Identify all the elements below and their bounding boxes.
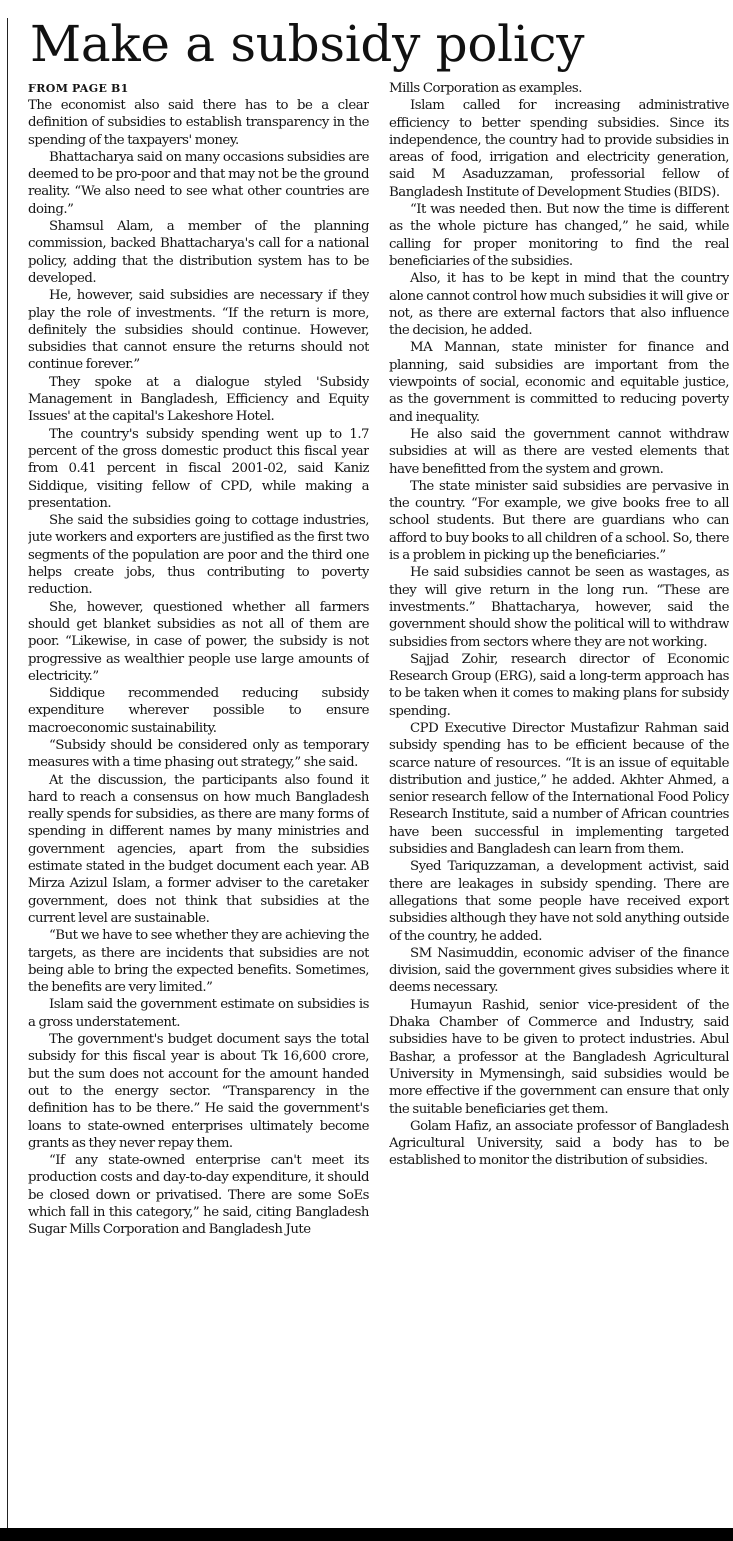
jump-line: FROM PAGE B1 xyxy=(28,82,129,95)
paragraph: “Subsidy should be considered only as temporary measures with a time phasing out strategy,” she said. xyxy=(28,737,369,771)
paragraph: “If any state-owned enterprise can't meet its production costs and day-to-day expenditure, it should be closed down or privatised. There are some SoEs which fall in this category,” he said, citing Bangladesh Sugar Mills Corporation and Bangladesh Jute xyxy=(28,1153,369,1238)
paragraph: At the discussion, the participants also found it hard to reach a consensus on how much Bangladesh really spends for subsidies, as there are many forms of spending in different names by many ministries and government agencies, apart from the subsidies estimate stated in the budget document each year. AB Mirza Azizul Islam, a former adviser to the caretaker government, does not think that subsidies at the current level are sustainable. xyxy=(28,772,369,926)
paragraph: “But we have to see whether they are achieving the targets, as there are incidents that subsidies are not being able to bring the expected benefits. Sometimes, the benefits are very limited.” xyxy=(28,928,369,996)
paragraph: CPD Executive Director Mustafizur Rahman said subsidy spending has to be efficient because of the scarce nature of resources. “It is an issue of equitable distribution and justice,” he added. Akhter Ahmed, a senior research fellow of the International Food Policy Research Institute, said a number of African countries have been successful in implementing targeted subsidies and Bangladesh can learn from them. xyxy=(389,720,729,858)
paragraph: He, however, said subsidies are necessary if they play the role of investments. “If the return is more, definitely the subsidies should continue. However, subsidies that cannot ensure the returns should not continue forever.” xyxy=(28,288,369,373)
paragraph: “It was needed then. But now the time is different as the whole picture has changed,” he said, while calling for proper monitoring to find the real beneficiaries of the subsidies. xyxy=(389,202,729,269)
article-column-1 xyxy=(28,80,369,1525)
left-column-rule xyxy=(7,18,8,1530)
paragraph: The country's subsidy spending went up to 1.7 percent of the gross domestic product this fiscal year from 0.41 percent in fiscal 2001-02, said Kaniz Siddique, visiting fellow of CPD, while making a presentation. xyxy=(28,426,369,511)
paragraph: Syed Tariquzzaman, a development activist, said there are leakages in subsidy spending. There are allegations that some people have received export subsidies although they have not sold anything outside of the country, he added. xyxy=(389,859,729,944)
bottom-border xyxy=(0,1528,733,1541)
paragraph: He also said the government cannot withdraw subsidies at will as there are vested elements that have benefitted from the system and grown. xyxy=(389,426,729,477)
paragraph: He said subsidies cannot be seen as wastages, as they will give return in the long run. “These are investments.” Bhattacharya, however, said the government should show the political will to withdraw subsidies from sectors where they are not working. xyxy=(389,565,729,650)
paragraph: Golam Hafiz, an associate professor of Bangladesh Agricultural University, said a body has to be established to monitor the distribution of subsidies. xyxy=(389,1118,729,1169)
paragraph: The economist also said there has to be a clear definition of subsidies to establish transparency in the spending of the taxpayers' money. xyxy=(28,98,369,148)
headline: Make a subsidy policy xyxy=(30,15,585,73)
paragraph: Humayun Rashid, senior vice-president of the Dhaka Chamber of Commerce and Industry, said subsidies have to be given to protect industries. Abul Bashar, a professor at the Bangladesh Agricultural University in Mymensingh, said subsidies would be more effective if the government can ensure that only the suitable beneficiaries get them. xyxy=(389,997,729,1117)
paragraph: Bhattacharya said on many occasions subsidies are deemed to be pro-poor and that may not be the ground reality. “We also need to see what other countries are doing.” xyxy=(28,149,369,217)
paragraph: Also, it has to be kept in mind that the country alone cannot control how much subsidies it will give or not, as there are external factors that also influence the decision, he added. xyxy=(389,271,729,339)
paragraph: She, however, questioned whether all farmers should get blanket subsidies as not all of them are poor. “Likewise, in case of power, the subsidy is not progressive as wealthier people use large amounts of electricity.” xyxy=(28,599,369,684)
paragraph: Islam said the government estimate on subsidies is a gross understatement. xyxy=(28,997,369,1030)
continued-paragraph: Mills Corporation as examples. xyxy=(389,81,582,96)
paragraph: They spoke at a dialogue styled 'Subsidy Management in Bangladesh, Efficiency and Equity Issues' at the capital's Lakeshore Hotel. xyxy=(28,374,369,425)
paragraph: The state minister said subsidies are pervasive in the country. “For example, we give books free to all school students. But there are guardians who can afford to buy books to all children of a school. So, there is a problem in picking up the beneficiaries.” xyxy=(389,478,729,564)
paragraph: She said the subsidies going to cottage industries, jute workers and exporters are justified as the first two segments of the population are poor and the third one helps create jobs, thus contributing to poverty reduction. xyxy=(28,513,369,598)
paragraph: Sajjad Zohir, research director of Economic Research Group (ERG), said a long-term approach has to be taken when it comes to making plans for subsidy spending. xyxy=(389,651,729,719)
paragraph: Shamsul Alam, a member of the planning commission, backed Bhattacharya's call for a national policy, adding that the distribution system has to be developed. xyxy=(28,219,369,286)
article-column-2 xyxy=(389,80,729,1525)
paragraph: The government's budget document says the total subsidy for this fiscal year is about Tk 16,600 crore, but the sum does not account for the amount handed out to the energy sector. “Transparency in the definition has to be there.” He said the government's loans to state-owned enterprises ultimately become grants as they never repay them. xyxy=(28,1032,369,1151)
paragraph: Islam called for increasing administrative efficiency to better spending subsidies. Since its independence, the country had to provide subsidies in areas of food, irrigation and electricity generation, said M Asaduzzaman, professorial fellow of Bangladesh Institute of Development Studies (BIDS). xyxy=(389,98,729,200)
paragraph: Siddique recommended reducing subsidy expenditure wherever possible to ensure macroeconomic sustainability. xyxy=(28,686,369,736)
paragraph: MA Mannan, state minister for finance and planning, said subsidies are important from the viewpoints of social, economic and equitable justice, as the government is committed to reducing poverty and inequality. xyxy=(389,340,729,425)
paragraph: SM Nasimuddin, economic adviser of the finance division, said the government gives subsidies where it deems necessary. xyxy=(389,945,729,996)
